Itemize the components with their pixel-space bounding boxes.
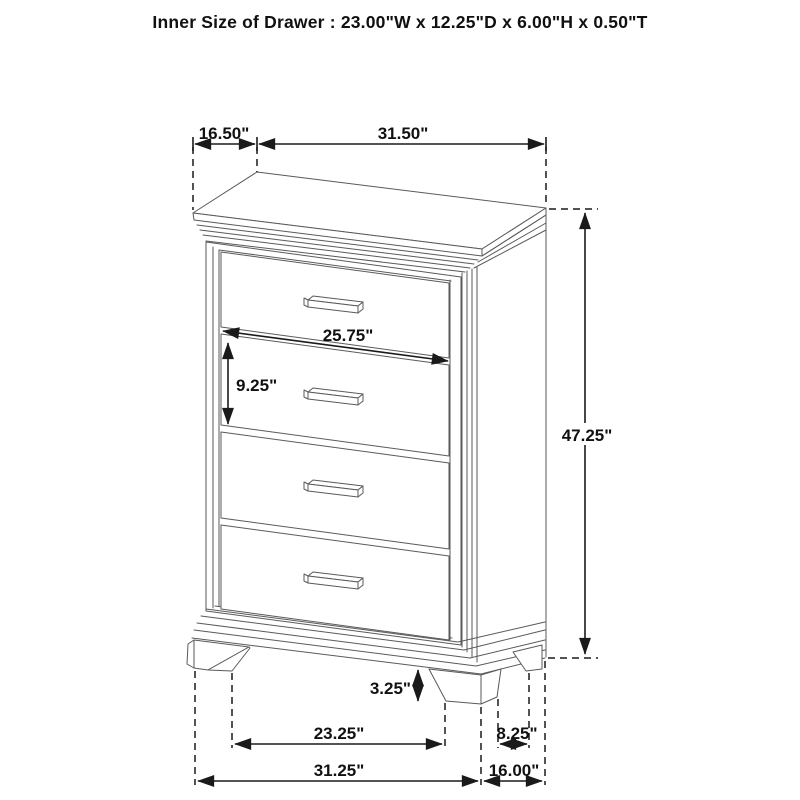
- chest-top: [193, 172, 546, 256]
- overall-height-label: 47.25": [561, 426, 613, 445]
- leg-front-left: [187, 640, 250, 671]
- dim-side-leg-span: [496, 673, 537, 748]
- top-width-label: 31.50": [377, 124, 429, 143]
- drawer-width-label: 25.75": [322, 326, 374, 345]
- page-title: Inner Size of Drawer : 23.00"W x 12.25"D x 6.00"H x 0.50"T: [152, 12, 648, 32]
- side-panel: [458, 214, 546, 674]
- dim-base-width: [198, 707, 481, 785]
- dim-leg-height: [370, 670, 418, 701]
- drawer-height-label: 9.25": [236, 376, 278, 395]
- front-leg-span-label: 23.25": [313, 724, 365, 743]
- leg-height-label: 3.25": [369, 679, 411, 698]
- dim-overall-height: [548, 209, 618, 658]
- side-leg-span-label: 8.25": [496, 724, 538, 743]
- base-width-label: 31.25": [313, 761, 365, 780]
- leg-front-right: [429, 669, 501, 704]
- top-depth-label: 16.50": [198, 124, 250, 143]
- base-depth-label: 16.00": [488, 761, 540, 780]
- chest-drawing: [187, 172, 546, 704]
